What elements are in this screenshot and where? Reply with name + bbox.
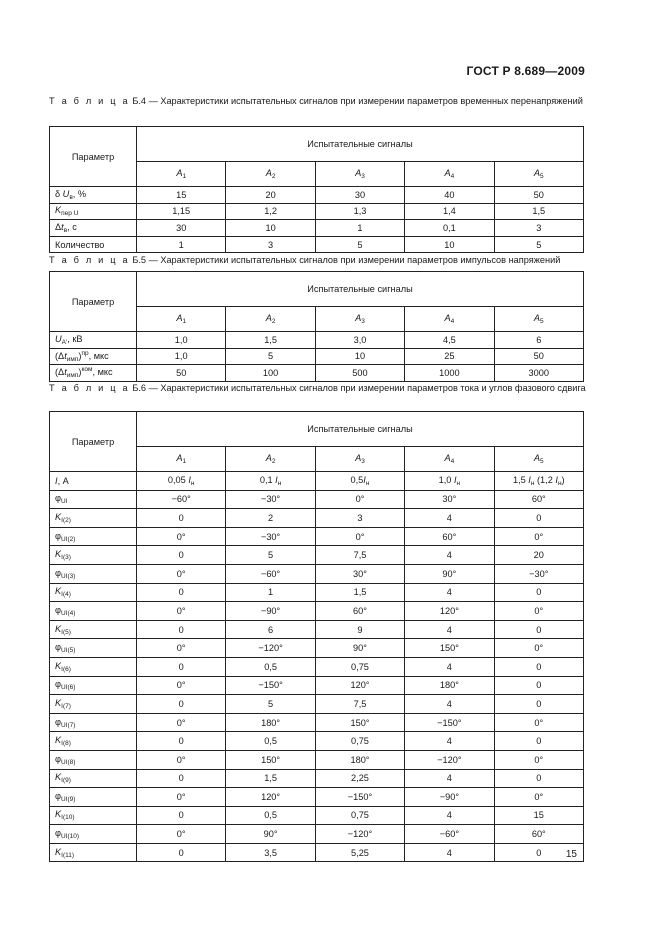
value-cell: 4 [405, 806, 494, 825]
value-cell: 1,0 [137, 348, 226, 365]
value-cell: 1,5 [226, 332, 315, 349]
table-title: — Характеристики испытательных сигналов при измерении параметров тока и углов фазового сдвига [146, 383, 586, 393]
value-cell: 0 [494, 695, 583, 714]
value-cell: 0 [137, 546, 226, 565]
value-cell: 3 [494, 220, 583, 237]
value-cell: 0 [137, 806, 226, 825]
value-cell: 0,75 [315, 657, 404, 676]
table-row [50, 843, 584, 862]
value-cell: 0 [494, 657, 583, 676]
value-cell: 0,1 [405, 220, 494, 237]
value-cell: 1,5 [226, 769, 315, 788]
value-cell: 4,5 [405, 332, 494, 349]
table-row [50, 348, 584, 365]
table-row [50, 602, 584, 621]
value-cell: 10 [405, 236, 494, 253]
column-header-a2: $A_2$ [226, 447, 315, 472]
value-cell: 3,0 [315, 332, 404, 349]
value-cell: 0 [494, 769, 583, 788]
param-cell: $\varphi_{UI(7)}$ [50, 713, 137, 732]
table-row [50, 332, 584, 349]
value-cell: −150° [226, 676, 315, 695]
value-cell: 2 [226, 509, 315, 528]
value-cell: 0 [137, 657, 226, 676]
value-cell: 10 [226, 220, 315, 237]
value-cell: 0 [494, 732, 583, 751]
table-row [50, 676, 584, 695]
value-cell: 150° [226, 750, 315, 769]
param-cell: $\varphi_{UI(10)}$ [50, 825, 137, 844]
table-row [50, 546, 584, 565]
table-row [50, 732, 584, 751]
value-cell: −150° [315, 788, 404, 807]
value-cell: 30 [137, 220, 226, 237]
value-cell: 0° [494, 713, 583, 732]
value-cell: 90° [226, 825, 315, 844]
table-row [50, 788, 584, 807]
value-cell: 0° [315, 527, 404, 546]
value-cell: 5,25 [315, 843, 404, 862]
param-cell: $K_{I(11)}$ [50, 843, 137, 862]
param-cell: $U_{A'}$, кВ [50, 332, 137, 349]
param-cell: $(\Delta t_{имп})^{ком}$, мкс [50, 365, 137, 382]
value-cell: 3 [315, 509, 404, 528]
param-cell: $K_{I(3)}$ [50, 546, 137, 565]
table-row [50, 527, 584, 546]
value-cell: 0,5 [226, 732, 315, 751]
column-header-a5: $A_5$ [494, 162, 583, 187]
table-row [50, 236, 584, 253]
table-b5 [49, 271, 584, 382]
value-cell: 0 [137, 732, 226, 751]
value-cell: 0° [137, 788, 226, 807]
value-cell: 4 [405, 657, 494, 676]
param-cell: $\varphi_{UI(2)}$ [50, 527, 137, 546]
value-cell: 1,15 [137, 203, 226, 220]
table-row [50, 187, 584, 204]
param-cell: Количество [50, 236, 137, 253]
param-cell: $(\Delta t_{имп})^{пр}$, мкс [50, 348, 137, 365]
value-cell: 0 [494, 620, 583, 639]
value-cell: 0,75 [315, 806, 404, 825]
table-number: Б.4 [132, 96, 147, 106]
value-cell: 0 [137, 620, 226, 639]
column-header-a1: $A_1$ [137, 162, 226, 187]
value-cell: 120° [315, 676, 404, 695]
table-row [50, 806, 584, 825]
value-cell: −30° [226, 527, 315, 546]
value-cell: 0 [137, 843, 226, 862]
value-cell: 90° [405, 564, 494, 583]
value-cell: 4 [405, 732, 494, 751]
table-number: Б.6 [132, 383, 147, 393]
value-cell: 180° [315, 750, 404, 769]
value-cell: 180° [405, 676, 494, 695]
value-cell: −120° [226, 639, 315, 658]
value-cell: 50 [494, 187, 583, 204]
table-row [50, 695, 584, 714]
param-cell: $K_{I(4)}$ [50, 583, 137, 602]
value-cell: 0° [494, 788, 583, 807]
value-cell: 90° [315, 639, 404, 658]
table-b6-caption [49, 382, 587, 394]
table-row [50, 750, 584, 769]
param-cell: $\varphi_{UI(8)}$ [50, 750, 137, 769]
value-cell: −120° [405, 750, 494, 769]
value-cell: 0° [315, 490, 404, 509]
value-cell: 1,2 [226, 203, 315, 220]
column-header-a2: $A_2$ [226, 307, 315, 332]
value-cell: 0° [494, 527, 583, 546]
value-cell: 0° [137, 527, 226, 546]
table-title: — Характеристики испытательных сигналов при измерении параметров временных перенапряжений [146, 96, 583, 106]
value-cell: 0° [137, 750, 226, 769]
value-cell: 3 [226, 236, 315, 253]
value-cell: 0 [494, 509, 583, 528]
value-cell: 10 [315, 348, 404, 365]
value-cell: 4 [405, 769, 494, 788]
value-cell: 1,0 [137, 332, 226, 349]
value-cell: 3,5 [226, 843, 315, 862]
param-cell: $K_{I(5)}$ [50, 620, 137, 639]
value-cell: 0 [137, 769, 226, 788]
table-label: Т а б л и ц а [49, 96, 130, 106]
param-cell: $\varphi_{UI(9)}$ [50, 788, 137, 807]
value-cell: 2,25 [315, 769, 404, 788]
value-cell: 5 [315, 236, 404, 253]
value-cell: 4 [405, 695, 494, 714]
value-cell: 7,5 [315, 546, 404, 565]
value-cell: −60° [137, 490, 226, 509]
param-cell: δ $U_в$, % [50, 187, 137, 204]
value-cell: 0° [137, 564, 226, 583]
value-cell: 0° [494, 602, 583, 621]
param-cell: $\varphi_{UI(3)}$ [50, 564, 137, 583]
table-row [50, 825, 584, 844]
signals-header: Испытательные сигналы [137, 412, 584, 447]
param-cell: $K_{I(2)}$ [50, 509, 137, 528]
value-cell: 0,05 $I_н$ [137, 472, 226, 491]
value-cell: 15 [494, 806, 583, 825]
value-cell: 1,5 [494, 203, 583, 220]
value-cell: 4 [405, 843, 494, 862]
value-cell: 25 [405, 348, 494, 365]
value-cell: 0° [137, 639, 226, 658]
value-cell: 3000 [494, 365, 583, 382]
column-header-a3: $A_3$ [315, 447, 404, 472]
param-cell: $\varphi_{UI(5)}$ [50, 639, 137, 658]
value-cell: 5 [494, 236, 583, 253]
column-header-a4: $A_4$ [405, 307, 494, 332]
value-cell: −60° [226, 564, 315, 583]
value-cell: 0 [137, 509, 226, 528]
signals-header: Испытательные сигналы [137, 127, 584, 162]
value-cell: 30° [405, 490, 494, 509]
value-cell: 1,0 $I_н$ [405, 472, 494, 491]
param-cell: $\varphi_{UI(4)}$ [50, 602, 137, 621]
value-cell: 120° [226, 788, 315, 807]
value-cell: 20 [226, 187, 315, 204]
value-cell: 30° [315, 564, 404, 583]
table-row [50, 769, 584, 788]
value-cell: 15 [137, 187, 226, 204]
value-cell: 0° [137, 825, 226, 844]
value-cell: −30° [226, 490, 315, 509]
value-cell: 0° [494, 750, 583, 769]
table-b4 [49, 126, 584, 253]
param-cell: $\varphi_{UI(6)}$ [50, 676, 137, 695]
value-cell: 9 [315, 620, 404, 639]
value-cell: 4 [405, 620, 494, 639]
table-row [50, 365, 584, 382]
value-cell: $0,5I_н$ [315, 472, 404, 491]
column-header-a4: $A_4$ [405, 447, 494, 472]
value-cell: 60° [494, 825, 583, 844]
param-header: Параметр [50, 127, 137, 187]
value-cell: 4 [405, 583, 494, 602]
value-cell: 60° [405, 527, 494, 546]
table-row [50, 713, 584, 732]
table-b6 [49, 411, 584, 862]
value-cell: 0° [137, 713, 226, 732]
value-cell: 6 [226, 620, 315, 639]
table-row [50, 583, 584, 602]
value-cell: 0,5 [226, 657, 315, 676]
param-cell: $K_{I(8)}$ [50, 732, 137, 751]
table-number: Б.5 [132, 255, 147, 265]
value-cell: 150° [315, 713, 404, 732]
value-cell: 1 [226, 583, 315, 602]
value-cell: 50 [137, 365, 226, 382]
value-cell: 180° [226, 713, 315, 732]
value-cell: 1,3 [315, 203, 404, 220]
column-header-a3: $A_3$ [315, 307, 404, 332]
param-cell: $K_{пер U}$ [50, 203, 137, 220]
param-header: Параметр [50, 412, 137, 472]
value-cell: 0,75 [315, 732, 404, 751]
standard-code: ГОСТ Р 8.689—2009 [466, 64, 585, 78]
value-cell: 0° [494, 639, 583, 658]
table-label: Т а б л и ц а [49, 255, 130, 265]
value-cell: 1 [137, 236, 226, 253]
column-header-a1: $A_1$ [137, 447, 226, 472]
value-cell: 500 [315, 365, 404, 382]
page-number: 15 [565, 849, 577, 860]
value-cell: 120° [405, 602, 494, 621]
table-row [50, 564, 584, 583]
value-cell: 60° [494, 490, 583, 509]
value-cell: 150° [405, 639, 494, 658]
column-header-a5: $A_5$ [494, 447, 583, 472]
value-cell: 0° [137, 676, 226, 695]
value-cell: 100 [226, 365, 315, 382]
param-cell: $K_{I(9)}$ [50, 769, 137, 788]
value-cell: 1,5 $I_н$ (1,2 $I_н$) [494, 472, 583, 491]
value-cell: 50 [494, 348, 583, 365]
param-cell: I, А [50, 472, 137, 491]
value-cell: −120° [315, 825, 404, 844]
value-cell: 7,5 [315, 695, 404, 714]
value-cell: −60° [405, 825, 494, 844]
table-b5-caption [49, 254, 587, 266]
param-cell: $K_{I(6)}$ [50, 657, 137, 676]
value-cell: −90° [226, 602, 315, 621]
column-header-a5: $A_5$ [494, 307, 583, 332]
param-cell: $K_{I(10)}$ [50, 806, 137, 825]
value-cell: 4 [405, 546, 494, 565]
table-row [50, 490, 584, 509]
param-cell: $\varphi_{UI}$ [50, 490, 137, 509]
table-row [50, 509, 584, 528]
table-row [50, 639, 584, 658]
table-title: — Характеристики испытательных сигналов при измерении параметров импульсов напряжений [146, 255, 561, 265]
table-label: Т а б л и ц а [49, 383, 130, 393]
column-header-a2: $A_2$ [226, 162, 315, 187]
value-cell: −30° [494, 564, 583, 583]
value-cell: 1 [315, 220, 404, 237]
value-cell: 5 [226, 695, 315, 714]
param-cell: $K_{I(7)}$ [50, 695, 137, 714]
value-cell: 1,4 [405, 203, 494, 220]
value-cell: 60° [315, 602, 404, 621]
value-cell: 6 [494, 332, 583, 349]
value-cell: 1,5 [315, 583, 404, 602]
value-cell: 20 [494, 546, 583, 565]
value-cell: 0 [137, 583, 226, 602]
table-row [50, 203, 584, 220]
column-header-a3: $A_3$ [315, 162, 404, 187]
value-cell: 5 [226, 348, 315, 365]
value-cell: 0° [137, 602, 226, 621]
column-header-a4: $A_4$ [405, 162, 494, 187]
column-header-a1: $A_1$ [137, 307, 226, 332]
value-cell: 0 [137, 695, 226, 714]
value-cell: 0 [494, 843, 583, 862]
value-cell: −90° [405, 788, 494, 807]
table-row [50, 657, 584, 676]
value-cell: 0,5 [226, 806, 315, 825]
table-row [50, 472, 584, 491]
param-cell: $\Delta t_в$, с [50, 220, 137, 237]
value-cell: 5 [226, 546, 315, 565]
value-cell: 30 [315, 187, 404, 204]
value-cell: 0 [494, 583, 583, 602]
value-cell: −150° [405, 713, 494, 732]
value-cell: 1000 [405, 365, 494, 382]
value-cell: 0,1 $I_н$ [226, 472, 315, 491]
value-cell: 40 [405, 187, 494, 204]
param-header: Параметр [50, 272, 137, 332]
table-row [50, 220, 584, 237]
value-cell: 4 [405, 509, 494, 528]
table-b4-caption [49, 95, 587, 107]
signals-header: Испытательные сигналы [137, 272, 584, 307]
value-cell: 0 [494, 676, 583, 695]
table-row [50, 620, 584, 639]
